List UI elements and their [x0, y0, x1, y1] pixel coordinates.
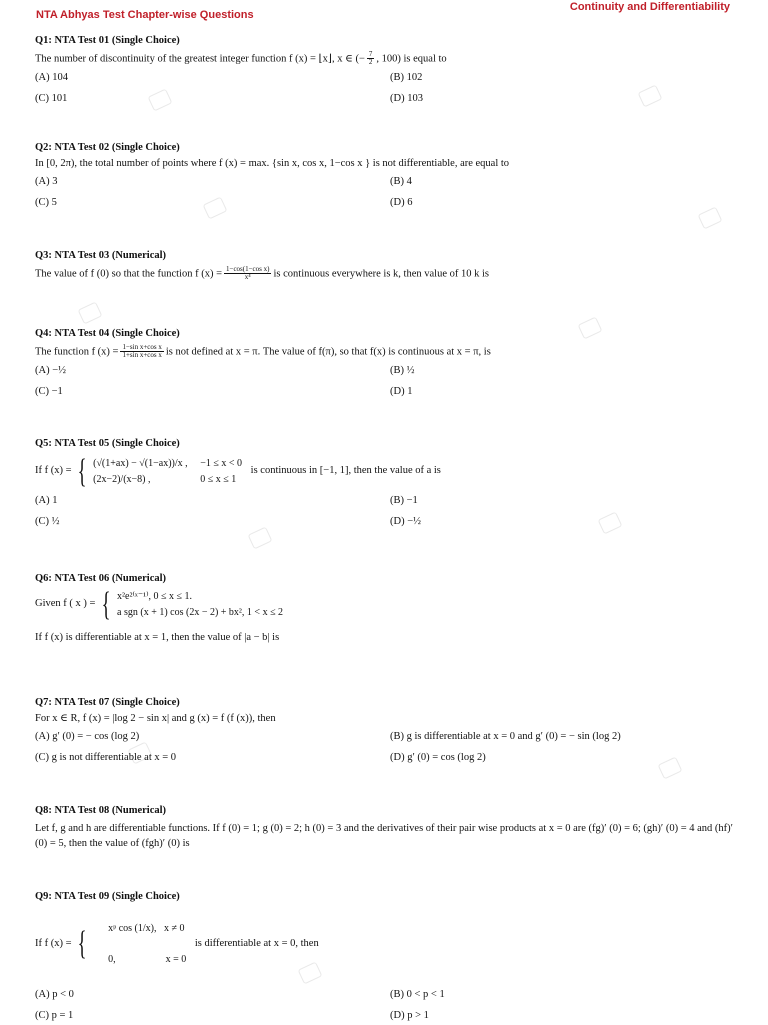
question-title: Q3: NTA Test 03 (Numerical) — [35, 250, 167, 261]
question-stem: Let f, g and h are differentiable functions. If f (0) = 1; g (0) = 2; h (0) = 3 and the derivatives of their pair wise products at x = 0 are (fg)′ (0) = 6; (gh)′ (0) = 4 and (hf)′ (0) = 5, then the value of (fgh)′ (0) is — [35, 822, 733, 849]
piecewise-expressions: xᵖ cos (1/x), x ≠ 0 0, x = 0 — [108, 923, 187, 966]
question-stem: The value of f (0) so that the function f (x) = $\frac{\text{1−cos(1−cos x)}}{\text{x⁴}}$ is continuous everywhere is k, then value of 10 k is — [35, 264, 489, 281]
option-b[interactable]: (B) ½ — [390, 365, 415, 377]
chapter-title: Continuity and Differentiability — [569, 1, 730, 13]
options — [35, 985, 735, 1025]
question-title: Q5: NTA Test 05 (Single Choice) — [35, 438, 180, 449]
option-c[interactable]: (C) g is not differentiable at x = 0 — [35, 752, 177, 764]
question-5 — [35, 438, 735, 531]
question-8 — [35, 805, 735, 851]
question-7 — [35, 697, 735, 767]
options — [35, 68, 735, 108]
question-title: Q1: NTA Test 01 (Single Choice) — [35, 35, 180, 46]
piecewise-conditions: −1 ≤ x < 0 0 ≤ x ≤ 1 — [200, 458, 243, 485]
option-c[interactable]: (C) −1 — [35, 386, 63, 398]
option-d[interactable]: (D) 1 — [390, 386, 413, 398]
brace: { — [101, 585, 111, 623]
option-a[interactable]: (A) −½ — [35, 365, 66, 377]
question-title: Q6: NTA Test 06 (Numerical) — [35, 573, 167, 584]
option-b[interactable]: (B) 4 — [390, 176, 412, 188]
option-c[interactable]: (C) p = 1 — [35, 1010, 74, 1022]
options — [35, 491, 735, 531]
option-b[interactable]: (B) −1 — [390, 494, 418, 506]
option-c[interactable]: (C) 101 — [35, 93, 68, 105]
piecewise-expressions: (√(1+ax) − √(1−ax))/x , (2x−2)/(x−8) , — [93, 458, 188, 485]
fraction: $\frac{7}{2}$ — [368, 49, 373, 66]
watermark-icon — [78, 302, 103, 325]
question-stem: If f (x) = { xᵖ cos (1/x), x ≠ 0 0, x = 0 is differentiable at x = 0, then — [35, 906, 735, 984]
question-stem: If f (x) = { (√(1+ax) − √(1−ax))/x , (2x−2)/(x−8) , −1 ≤ x < 0 0 ≤ x ≤ 1 is continuous in [−1, 1], then the value of a is — [35, 452, 441, 490]
question-4 — [35, 328, 735, 401]
option-a[interactable]: (A) p < 0 — [35, 989, 74, 1001]
question-stem: The function f (x) = $\frac{\text{1−sin x+cos x}}{\text{1+sin x+cos x}}$ is not defined at x = π. The value of f(π), so that f(x) is continuous at x = π, is — [35, 342, 491, 359]
option-a[interactable]: (A) 3 — [35, 176, 58, 188]
option-c[interactable]: (C) 5 — [35, 197, 57, 209]
question-title: Q4: NTA Test 04 (Single Choice) — [35, 328, 180, 339]
option-c[interactable]: (C) ½ — [35, 515, 60, 527]
brace: { — [77, 925, 87, 963]
option-a[interactable]: (A) 104 — [35, 72, 68, 84]
fraction: $\frac{\text{1−cos(1−cos x)}}{\text{x⁴}}$ — [226, 264, 270, 281]
option-b[interactable]: (B) 0 < p < 1 — [390, 989, 445, 1001]
question-stem: For x ∈ R, f (x) = |log 2 − sin x| and g (x) = f (f (x)), then — [35, 712, 276, 724]
brace: { — [77, 452, 87, 490]
question-title: Q7: NTA Test 07 (Single Choice) — [35, 697, 180, 708]
piecewise-expressions: x²e²⁽ˣ⁻¹⁾, 0 ≤ x ≤ 1. a sgn (x + 1) cos (2x − 2) + bx², 1 < x ≤ 2 — [117, 591, 284, 618]
option-d[interactable]: (D) g′ (0) = cos (log 2) — [390, 752, 486, 764]
option-d[interactable]: (D) p > 1 — [390, 1010, 429, 1022]
question-stem: In [0, 2π), the total number of points where f (x) = max. {sin x, cos x, 1−cos x } is not differentiable, are equal to — [35, 157, 510, 169]
question-3 — [35, 250, 735, 281]
question-title: Q9: NTA Test 09 (Single Choice) — [35, 891, 180, 902]
question-tail: If f (x) is differentiable at x = 1, then the value of |a − b| is — [35, 631, 280, 643]
question-6 — [35, 573, 735, 644]
options — [35, 361, 735, 401]
option-a[interactable]: (A) 1 — [35, 494, 58, 506]
option-b[interactable]: (B) 102 — [390, 72, 423, 84]
question-title: Q2: NTA Test 02 (Single Choice) — [35, 142, 180, 153]
question-1 — [35, 35, 735, 108]
options — [35, 727, 735, 767]
option-a[interactable]: (A) g′ (0) = − cos (log 2) — [35, 731, 140, 743]
option-d[interactable]: (D) 103 — [390, 93, 423, 105]
options — [35, 172, 735, 212]
question-stem: Given f ( x ) = { x²e²⁽ˣ⁻¹⁾, 0 ≤ x ≤ 1. a sgn (x + 1) cos (2x − 2) + bx², 1 < x ≤ 2 — [35, 585, 284, 623]
question-9 — [35, 891, 735, 1025]
option-d[interactable]: (D) 6 — [390, 197, 413, 209]
fraction: $\frac{\text{1−sin x+cos x}}{\text{1+sin x+cos x}}$ — [122, 342, 162, 359]
question-2 — [35, 142, 735, 212]
question-title: Q8: NTA Test 08 (Numerical) — [35, 805, 167, 816]
option-b[interactable]: (B) g is differentiable at x = 0 and g′ (0) = − sin (log 2) — [390, 731, 621, 743]
option-d[interactable]: (D) −½ — [390, 515, 421, 527]
header-title: NTA Abhyas Test Chapter-wise Questions — [36, 9, 254, 21]
question-stem: The number of discontinuity of the greatest integer function f (x) = ⌊x⌋, x ∈ (− $\frac{7}{2}$ , 100) is equal to — [35, 49, 447, 66]
